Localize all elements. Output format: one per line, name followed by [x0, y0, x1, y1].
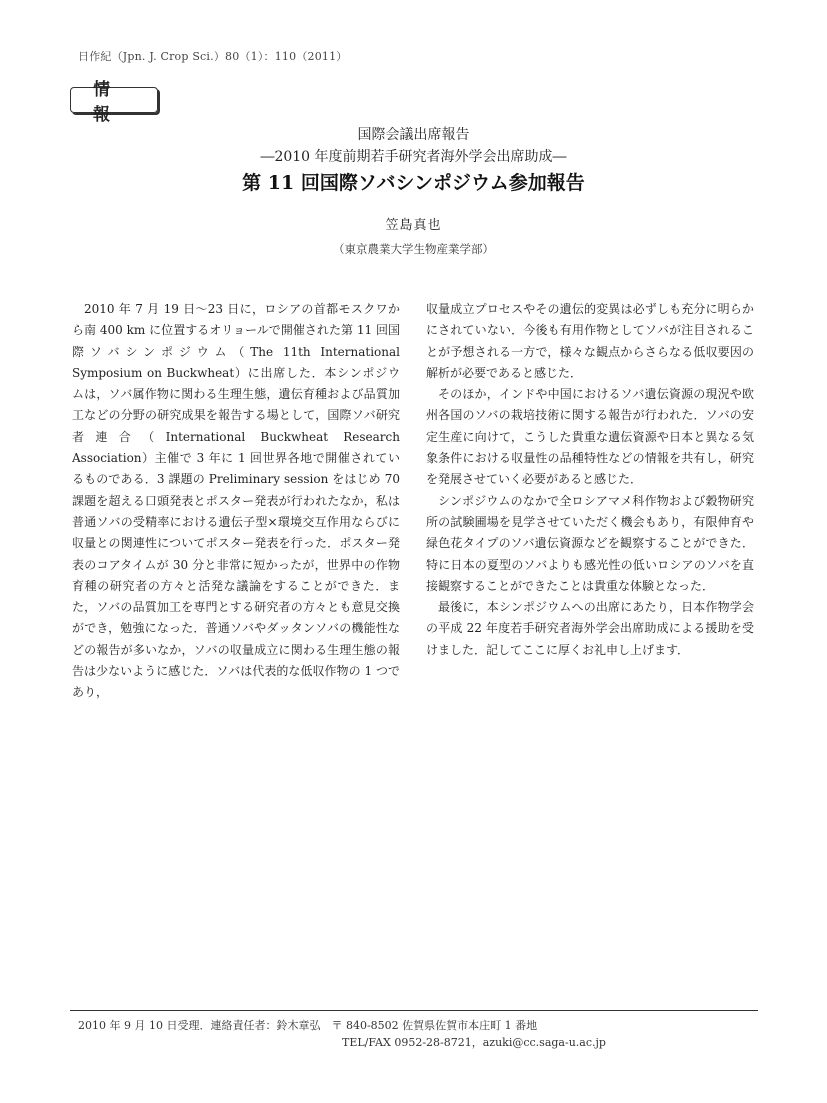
- subtitle: ―2010 年度前期若手研究者海外学会出席助成―: [260, 149, 567, 165]
- author-name: 笠島真也: [385, 218, 442, 233]
- body-paragraph: 最後に，本シンポジウムへの出席にあたり，日本作物学会の平成 22 年度若手研究者海外学会出席助成による援助を受けました．記してここに厚くお礼申し上げます．: [426, 600, 754, 657]
- article-title: 第 11 回国際ソバシンポジウム参加報告: [242, 172, 585, 194]
- title-block: [0, 124, 827, 258]
- footnote-divider: [70, 1010, 758, 1011]
- body-paragraph: 2010 年 7 月 19 日～23 日に，ロシアの首都モスクワから南 400 km に位置するオリョールで開催された第 11 回国際ソバシンポジウム（The 11th International Symposium on Buckwheat）に出席した．本シンポジウムは，ソバ属作物に関わる生理生態，遺伝育種および品質加工などの分野の研究成果を報告する場として，国際ソバ研究者連合（International Buckwheat Research Association）主催で 3 年に 1 回世界各地で開催されているものである．3 課題の Preliminary session をはじめ 70 課題を超える口頭発表とポスター発表が行われたなか，私は普通ソバの受精率における遺伝子型×環境交互作用ならびに収量との関連性についてポスター発表を行った．ポスター発表のコアタイムが 30 分と非常に短かったが，世界中の作物育種の研究者の方々と活発な議論をすることができた．また，ソバの品質加工を専門とする研究者の方々とも意見交換ができ，勉強になった．普通ソバやダッタンソバの機能性などの報告が多いなか，ソバの収量成立に関わる生理生態の報告は少ないように感じた．ソバは代表的な低収作物の 1 つであり，: [72, 302, 400, 700]
- body-paragraph: シンポジウムのなかで全ロシアマメ科作物および穀物研究所の試験圃場を見学させていただく機会もあり，有限伸育や緑色花タイプのソバ遺伝資源などを観察することができた．特に日本の夏型のソバよりも感光性の低いロシアのソバを直接観察することができたことは貴重な体験となった．: [426, 493, 754, 593]
- body-column-right: [426, 299, 754, 661]
- footnote-received-contact: 2010 年 9 月 10 日受理．連絡責任者：鈴木章弘 〒 840-8502 佐賀県佐賀市本庄町 1 番地: [78, 1019, 538, 1032]
- section-badge: 情報: [70, 87, 158, 113]
- body-paragraph: そのほか，インドや中国におけるソバ遺伝資源の現況や欧州各国のソバの栽培技術に関する報告が行われた．ソバの安定生産に向けて，こうした貴重な遺伝資源や日本と異なる気象条件における収量性の品種特性などの情報を共有し，研究を発展させていく必要があると感じた．: [426, 387, 754, 487]
- report-type: 国際会議出席報告: [357, 127, 470, 143]
- author-affiliation: （東京農業大学生物産業学部）: [333, 242, 494, 256]
- journal-header: 日作紀（Jpn. J. Crop Sci.）80（1）：110（2011）: [78, 50, 348, 63]
- footnote-phone-email: TEL/FAX 0952-28-8721，azuki@cc.saga-u.ac.jp: [342, 1036, 606, 1049]
- footnote: [78, 1017, 758, 1051]
- body-paragraph-continued: 収量成立プロセスやその遺伝的変異は必ずしも充分に明らかにされていない．今後も有用作物としてソバが注目されることが予想される一方で，様々な観点からさらなる低収要因の解析が必要であると感じた．: [426, 302, 754, 380]
- body-column-left: [72, 299, 400, 704]
